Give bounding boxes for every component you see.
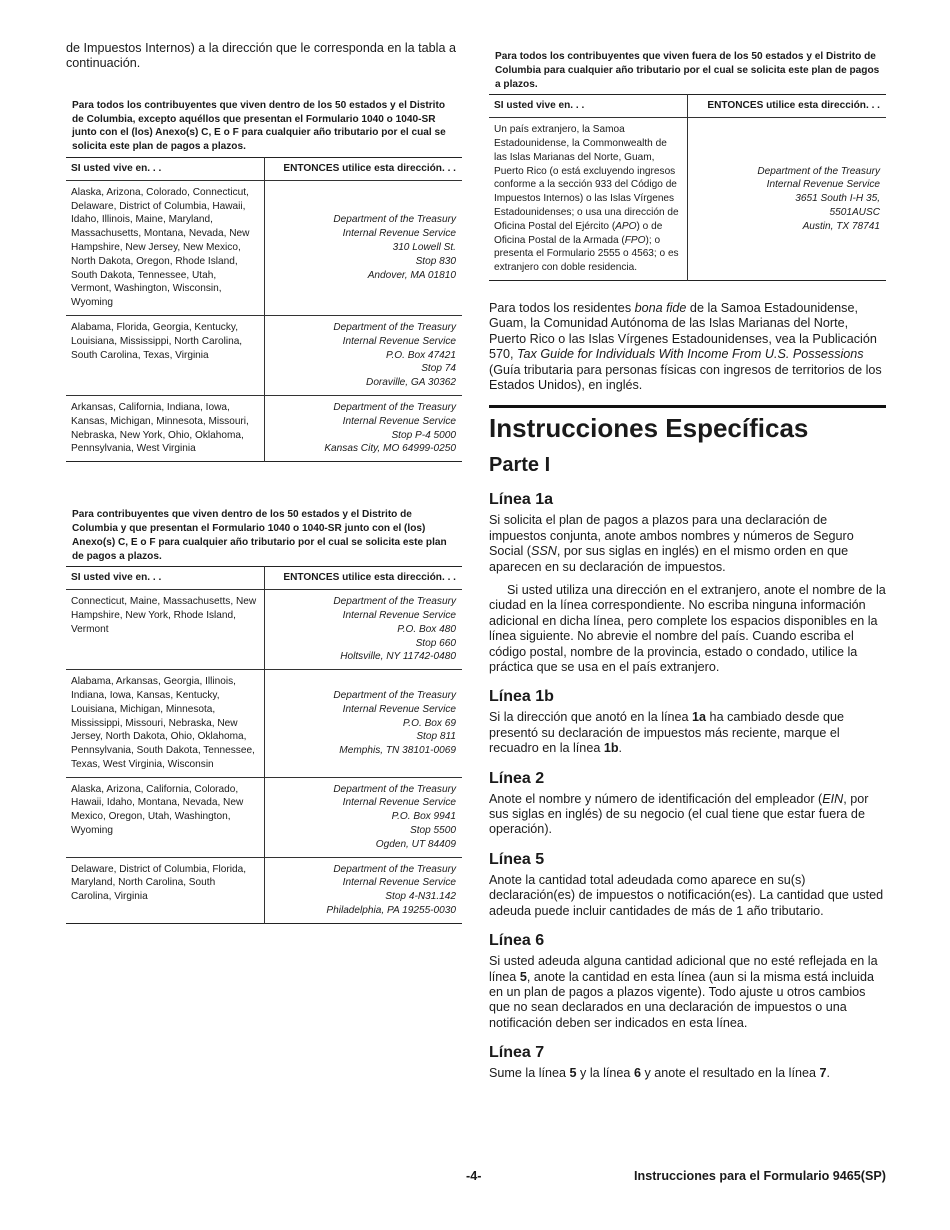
bona-fide-paragraph: Para todos los residentes bona fide de la Samoa Estadounidense, Guam, la Comunidad Autónoma de las Islas Marianas del Norte, Puerto Rico o las Islas Vírgenes Estadounidenses, vea la Publicación 570, Tax Guide for Individuals With Income From U.S. Possessions (Guía tributaria para personas físicas con ingresos de territorios de los Estados Unidos), en inglés. [489,300,882,392]
line-5-paragraph: Anote la cantidad total adeudada como aparece en su(s) declaración(es) de impuestos o notificación(es). La cantidad que usted adeuda puede incluir cantidades de más de 1 año tributario. [489,872,884,918]
right-column [489,50,886,1082]
line-1a-title: Línea 1a [489,491,554,509]
address-cell: Department of the Treasury Internal Revenue Service Stop 4-N31.142 Philadelphia, PA 19255-0030 [264,857,462,923]
table-row [66,395,462,461]
line-5-title: Línea 5 [489,850,545,868]
address-cell: Department of the Treasury Internal Revenue Service P.O. Box 480 Stop 660 Holtsville, NY 11742-0480 [264,590,462,670]
table1-header-col1: SI usted vive en. . . [71,163,162,174]
address-cell: Department of the Treasury Internal Revenue Service 3651 South I-H 35, 5501AUSC Austin, TX 78741 [688,118,887,281]
states-cell: Arkansas, California, Indiana, Iowa, Kansas, Michigan, Minnesota, Missouri, Nebraska, New York, Ohio, Oklahoma, Pennsylvania, West Virginia [71,401,249,455]
table-row [66,670,462,778]
table-row [66,777,462,857]
table1 [66,157,462,462]
table1-header-col2: ENTONCES utilice esta dirección. . . [264,158,462,181]
line-6-paragraph: Si usted adeuda alguna cantidad adicional que no esté reflejada en la línea 5, anote la cantidad en esta línea (aun si la misma está incluida en un plan de pagos a plazos vigente). Todo ajuste u otros cambios que no sean declarados en una declaración de impuestos o una notificación deben ser indicados en esta línea. [489,954,878,1030]
states-cell: Alabama, Florida, Georgia, Kentucky, Louisiana, Mississippi, North Carolina, South Carolina, Texas, Virginia [71,321,243,361]
line-6-title: Línea 6 [489,932,545,950]
line-7-paragraph: Sume la línea 5 y la línea 6 y anote el resultado en la línea 7. [489,1066,831,1081]
address-cell: Department of the Treasury Internal Revenue Service 310 Lowell St. Stop 830 Andover, MA 01810 [264,180,462,315]
table2-header-col1: SI usted vive en. . . [71,572,162,584]
table-row [66,857,462,923]
line-2-paragraph: Anote el nombre y número de identificación del empleador (EIN, por sus siglas en inglés) de su negocio (el cual tiene que estar fuera de operación). [489,791,869,837]
table-row [66,315,462,395]
table-row [66,590,462,670]
table-row [489,118,886,281]
table3-header-col2: ENTONCES utilice esta dirección. . . [688,95,887,118]
table2-block [66,508,462,924]
table1-caption: Para todos los contribuyentes que viven dentro de los 50 estados y el Distrito de Columbia, excepto aquéllos que presentan el Formulario 1040 o 1040-SR junto con el (los) Anexo(s) C, E o F para cualquier año tributario por el cual se solicita este plan de pagos a plazos. [72,99,446,153]
states-cell: Delaware, District of Columbia, Florida, Maryland, North Carolina, South Carolina, Virginia [71,863,247,903]
footer-form-title: Instrucciones para el Formulario 9465(SP) [634,1169,886,1183]
left-column [66,41,462,924]
line-2-title: Línea 2 [489,769,545,787]
table2 [66,566,462,924]
table3 [489,94,886,281]
table3-header-col1: SI usted vive en. . . [494,100,585,112]
states-cell: Alabama, Arkansas, Georgia, Illinois, Indiana, Iowa, Kansas, Kentucky, Louisiana, Michigan, Minnesota, Mississippi, Missouri, Nebraska, New Jersey, North Dakota, Ohio, Oklahoma, Pennsylvania, South Dakota, Tennessee, Texas, West Virginia, Wisconsin [71,676,255,770]
line-1b-title: Línea 1b [489,688,554,706]
table3-caption: Para todos los contribuyentes que viven fuera de los 50 estados y el Distrito de Columbia para cualquier año tributario por el cual se solicita este plan de pagos a plazos. [495,51,880,90]
address-cell: Department of the Treasury Internal Revenue Service P.O. Box 9941 Stop 5500 Ogden, UT 84409 [264,777,462,857]
address-cell: Department of the Treasury Internal Revenue Service Stop P-4 5000 Kansas City, MO 64999-0250 [264,395,462,461]
line-7-title: Línea 7 [489,1044,545,1062]
states-cell: Connecticut, Maine, Massachusetts, New Hampshire, New York, Rhode Island, Vermont [71,596,257,635]
states-cell: Alaska, Arizona, Colorado, Connecticut, Delaware, District of Columbia, Hawaii, Idaho, Illinois, Maine, Maryland, Massachusetts, Montana, Nevada, New Hampshire, New Jersey, New Mexico, North Dakota, Oregon, Rhode Island, South Dakota, Tennessee, Utah, Vermont, Washington, Wisconsin, Wyoming [71,186,250,309]
address-cell: Department of the Treasury Internal Revenue Service P.O. Box 69 Stop 811 Memphis, TN 38101-0069 [264,670,462,778]
page-number: -4- [466,1169,482,1183]
line-1a-paragraph-1: Si solicita el plan de pagos a plazos para una declaración de impuestos conjunta, anote ambos nombres y números de Seguro Social (SSN, por sus siglas en inglés) en el mismo orden en que aparecen en su declaración de impuestos. [489,513,854,574]
section-title: Instrucciones Específicas [489,405,886,444]
states-cell: Alaska, Arizona, California, Colorado, Hawaii, Idaho, Montana, Nevada, New Mexico, Oregon, Utah, Washington, Wyoming [71,783,244,837]
part-title: Parte I [489,454,551,477]
intro-paragraph: de Impuestos Internos) a la dirección que le corresponda en la tabla a continuación. [66,41,456,71]
table1-block [66,99,462,462]
address-cell: Department of the Treasury Internal Revenue Service P.O. Box 47421 Stop 74 Doraville, GA 30362 [264,315,462,395]
states-cell: Un país extranjero, la Samoa Estadounidense, la Commonwealth de las Islas Marianas del Norte, Guam, Puerto Rico (o está excluyendo ingresos conforme a la sección 933 del Código de Impuestos Internos) o las Islas Vírgenes Estadounidenses; o usa una dirección de Oficina Postal del Ejército (APO) o de Oficina Postal de la Armada (FPO); o presenta el Formulario 2555 o 4563; o es extranjero con doble residencia. [494,124,679,274]
line-1a-paragraph-2: Si usted utiliza una dirección en el extranjero, anote el nombre de la ciudad en la línea correspondiente. No escriba ninguna información adicional en dicha línea, pero complete los espacios disponibles en la línea siguiente. No abrevie el nombre del país. Cuando escriba el código postal, nombre de la provincia, estado o condado, utilice la práctica que se usa en el país extranjero. [489,583,886,675]
table2-caption: Para contribuyentes que viven dentro de los 50 estados y el Distrito de Columbia y que presentan el Formulario 1040 o 1040-SR junto con el (los) Anexo(s) C, E o F para cualquier año tributario por el cual se solicita este plan de pagos a plazos. [72,509,447,562]
line-1b-paragraph: Si la dirección que anotó en la línea 1a ha cambiado desde que presentó su declaración de impuestos más reciente, marque el recuadro en la línea 1b. [489,710,844,756]
table-row [66,180,462,315]
table2-header-col2: ENTONCES utilice esta dirección. . . [264,567,462,590]
